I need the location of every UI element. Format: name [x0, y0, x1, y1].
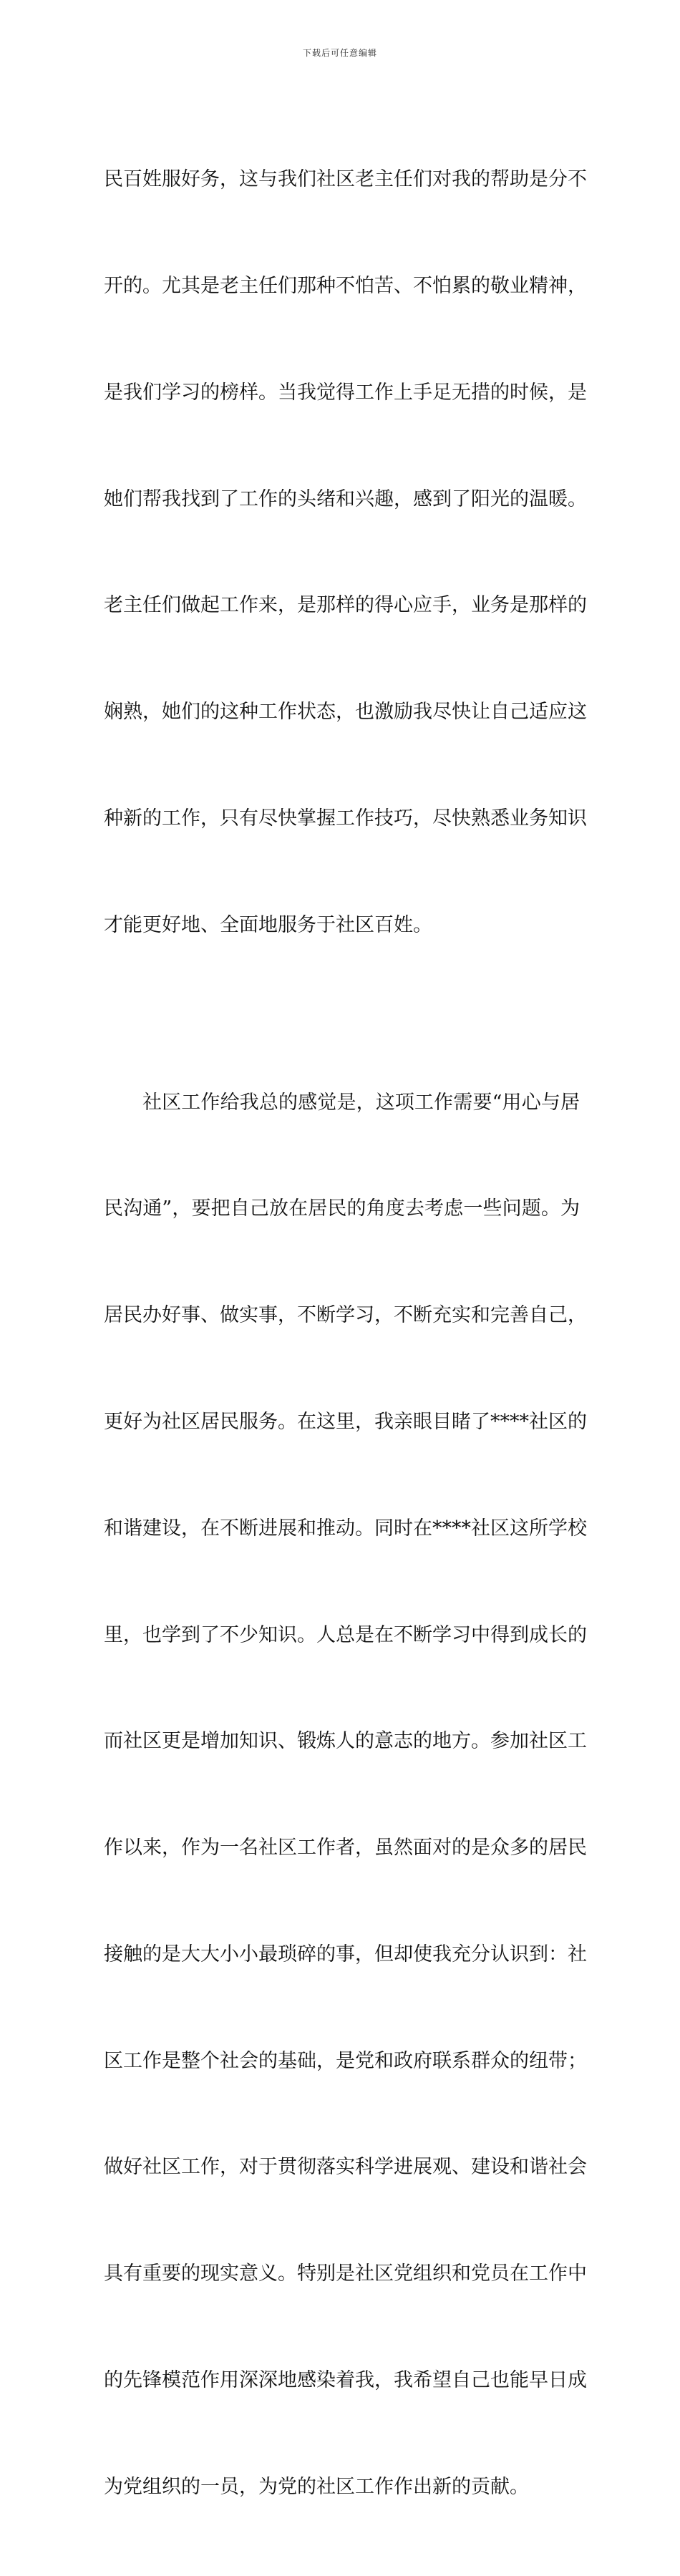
text-line: 区工作是整个社会的基础，是党和政府联系群众的纽带；: [104, 2049, 587, 2072]
text-line: 种新的工作，只有尽快掌握工作技巧，尽快熟悉业务知识: [104, 807, 587, 830]
text-line: 才能更好地、全面地服务于社区百姓。: [104, 913, 432, 936]
text-line: 更好为社区居民服务。在这里，我亲眼目睹了****社区的: [104, 1410, 587, 1433]
text-line: 老主任们做起工作来，是那样的得心应手，业务是那样的: [104, 594, 587, 617]
text-line: 她们帮我找到了工作的头绪和兴趣，感到了阳光的温暖。: [104, 487, 587, 510]
text-line: 作以来，作为一名社区工作者，虽然面对的是众多的居民: [104, 1837, 587, 1860]
text-line: 具有重要的现实意义。特别是社区党组织和党员在工作中: [104, 2262, 587, 2285]
header-note: 下载后可任意编辑: [302, 48, 377, 58]
text-line: 的先锋模范作用深深地感染着我，我希望自己也能早日成: [104, 2369, 587, 2391]
text-line: 里，也学到了不少知识。人总是在不断学习中得到成长的: [104, 1623, 587, 1646]
text-line: 为党组织的一员，为党的社区工作作出新的贡献。: [104, 2475, 529, 2498]
text-line: 而社区更是增加知识、锻炼人的意志的地方。参加社区工: [104, 1730, 587, 1753]
text-line: 做好社区工作，对于贯彻落实科学进展观、建设和谐社会: [104, 2156, 587, 2179]
text-line: 社区工作给我总的感觉是，这项工作需要“用心与居: [142, 1091, 580, 1114]
text-line: 民沟通”，要把自己放在居民的角度去考虑一些问题。为: [104, 1197, 580, 1220]
text-line: 娴熟，她们的这种工作状态，也激励我尽快让自己适应这: [104, 701, 587, 724]
paragraph-2: [104, 1014, 587, 2575]
text-line: 是我们学习的榜样。当我觉得工作上手足无措的时候，是: [104, 381, 587, 404]
text-line: 居民办好事、做实事，不断学习，不断充实和完善自己，: [104, 1304, 587, 1327]
paragraph-1: [104, 91, 587, 1014]
text-line: 和谐建设，在不断进展和推动。同时在****社区这所学校: [104, 1517, 587, 1540]
text-line: 开的。尤其是老主任们那种不怕苦、不怕累的敬业精神，: [104, 274, 587, 297]
text-line: 接触的是大大小小最琐碎的事，但却使我充分认识到：社: [104, 1943, 587, 1965]
text-line: 民百姓服好务，这与我们社区老主任们对我的帮助是分不: [104, 168, 587, 191]
body-text: [104, 91, 587, 2576]
